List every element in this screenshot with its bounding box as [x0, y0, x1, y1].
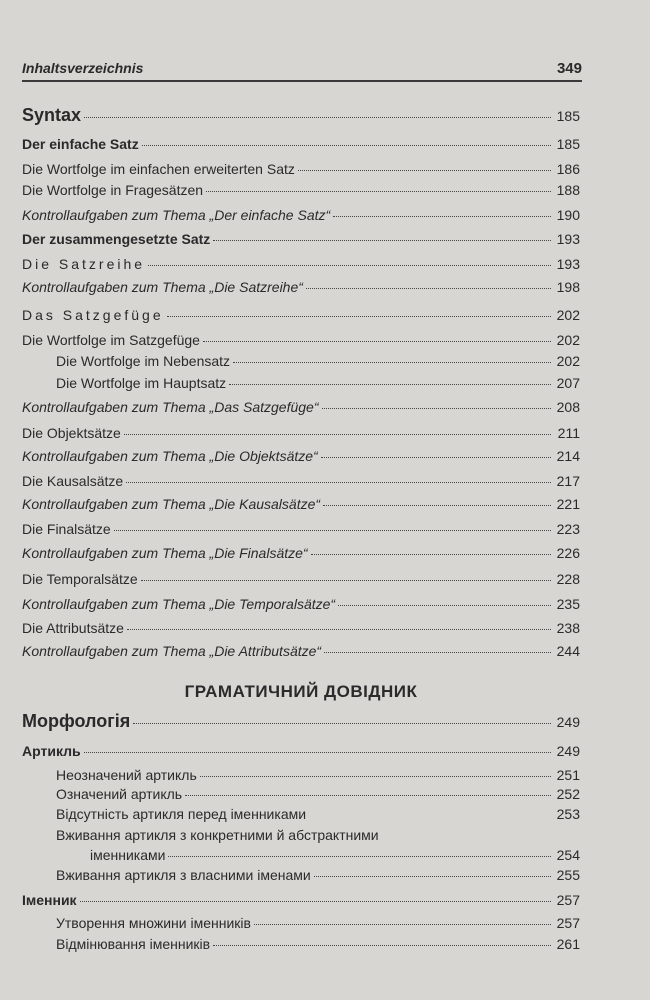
dot-leader — [298, 170, 551, 171]
dot-leader — [322, 408, 552, 409]
entry-page: 188 — [556, 182, 580, 198]
entry-title: Kontrollaufgaben zum Thema „Die Satzreihe“ — [22, 279, 303, 295]
entry-title: Die Wortfolge im Hauptsatz — [56, 375, 227, 391]
entry-page: 202 — [556, 307, 580, 323]
entry-page: 257 — [556, 915, 580, 931]
toc-entry — [22, 398, 580, 416]
entry-title: Kontrollaufgaben zum Thema „Die Finalsätze“ — [22, 545, 308, 561]
dot-leader — [311, 554, 551, 555]
dot-leader — [133, 723, 551, 724]
entry-page: 226 — [556, 545, 580, 561]
toc-entry — [56, 866, 580, 884]
entry-page: 214 — [556, 448, 580, 464]
dot-leader — [142, 145, 551, 146]
dot-leader — [321, 457, 551, 458]
dot-leader — [168, 856, 551, 857]
toc-entry-syntax — [22, 106, 580, 125]
dot-leader — [203, 341, 551, 342]
toc-entry-morphology — [22, 712, 580, 731]
toc-entry — [22, 447, 580, 465]
section-heading: ГРАМАТИЧНИЙ ДОВІДНИК — [184, 682, 418, 701]
entry-page: 255 — [556, 867, 580, 883]
entry-title: Die Wortfolge in Fragesätzen — [22, 182, 204, 198]
entry-title: Das Satzgefüge — [22, 307, 164, 323]
entry-page: 202 — [556, 332, 580, 348]
entry-title: Відмінювання іменників — [56, 936, 211, 952]
toc-entry — [90, 846, 580, 864]
entry-page: 252 — [556, 786, 580, 802]
entry-page: 254 — [556, 847, 580, 863]
toc-entry — [22, 230, 580, 248]
entry-title: Іменник — [22, 892, 77, 908]
dot-leader — [306, 288, 551, 289]
entry-title: Der zusammengesetzte Satz — [22, 231, 211, 247]
entry-title: Die Temporalsätze — [22, 571, 138, 587]
entry-page: 202 — [556, 353, 580, 369]
dot-leader — [124, 434, 551, 435]
entry-page: 235 — [556, 596, 580, 612]
toc-entry — [22, 742, 580, 760]
dot-leader — [213, 945, 551, 946]
dot-leader — [233, 362, 551, 363]
entry-title: Der einfache Satz — [22, 136, 139, 152]
toc-entry — [56, 766, 580, 784]
dot-leader — [185, 795, 551, 796]
dot-leader — [213, 240, 551, 241]
toc-entry — [56, 914, 580, 932]
entry-page: 251 — [556, 767, 580, 783]
entry-page: 217 — [556, 473, 580, 489]
toc-entry — [22, 278, 580, 296]
dot-leader — [80, 901, 551, 902]
dot-leader — [323, 505, 551, 506]
entry-page: 193 — [556, 256, 580, 272]
entry-title: Kontrollaufgaben zum Thema „Die Objektsätze“ — [22, 448, 318, 464]
dot-leader — [84, 117, 551, 118]
dot-leader — [206, 191, 551, 192]
entry-title: Kontrollaufgaben zum Thema „Das Satzgefüge“ — [22, 399, 319, 415]
entry-page: 207 — [556, 375, 580, 391]
entry-title: Артикль — [22, 743, 81, 759]
entry-title: Морфологія — [22, 711, 131, 731]
toc-entry — [22, 891, 580, 909]
header-page-number: 349 — [556, 60, 582, 77]
toc-entry — [22, 206, 580, 224]
toc-entry — [56, 935, 580, 953]
dot-leader — [126, 482, 551, 483]
toc-entry — [22, 619, 580, 637]
toc-entry — [22, 424, 580, 442]
entry-page: 257 — [556, 892, 580, 908]
dot-leader — [114, 530, 551, 531]
entry-title: Die Wortfolge im Satzgefüge — [22, 332, 200, 348]
entry-title: Die Wortfolge im einfachen erweiterten Satz — [22, 161, 295, 177]
entry-page: 244 — [556, 643, 580, 659]
entry-title: Вживання артикля з власними іменами — [56, 867, 311, 883]
toc-entry — [56, 374, 580, 392]
dot-leader — [314, 876, 551, 877]
entry-page: 193 — [556, 231, 580, 247]
entry-page: 261 — [556, 936, 580, 952]
toc-entry — [22, 160, 580, 178]
entry-page: 228 — [556, 571, 580, 587]
toc-entry — [56, 785, 580, 803]
toc-entry — [22, 472, 580, 490]
entry-title: Die Finalsätze — [22, 521, 111, 537]
dot-leader — [229, 384, 551, 385]
entry-title: Kontrollaufgaben zum Thema „Die Kausalsätze“ — [22, 496, 321, 512]
dot-leader — [338, 605, 551, 606]
toc-entry — [22, 135, 580, 153]
entry-title: іменниками — [90, 847, 166, 863]
entry-page: 208 — [556, 399, 580, 415]
entry-page: 253 — [556, 806, 580, 822]
toc-entry — [56, 805, 580, 823]
dot-leader — [127, 629, 551, 630]
dot-leader — [324, 652, 551, 653]
dot-leader — [200, 776, 551, 777]
header-rule — [22, 80, 582, 82]
entry-title: Kontrollaufgaben zum Thema „Der einfache Satz“ — [22, 207, 331, 223]
toc-entry — [22, 306, 580, 324]
toc-entry — [22, 181, 580, 199]
entry-title: Die Kausalsätze — [22, 473, 124, 489]
dot-leader — [141, 580, 551, 581]
toc-entry — [22, 520, 580, 538]
entry-page: 238 — [556, 620, 580, 636]
entry-page: 185 — [556, 136, 580, 152]
dot-leader — [333, 216, 551, 217]
entry-title: Die Satzreihe — [22, 256, 146, 272]
dot-leader — [254, 924, 551, 925]
entry-page: 221 — [556, 496, 580, 512]
dot-leader — [167, 316, 551, 317]
entry-page: 249 — [556, 714, 580, 730]
entry-page: 198 — [556, 279, 580, 295]
toc-entry-line: Вживання артикля з конкретними й абстрактними — [56, 827, 379, 843]
toc-entry — [22, 495, 580, 513]
entry-page: 211 — [557, 425, 580, 441]
entry-title: Syntax — [22, 105, 82, 125]
toc-entry — [22, 595, 580, 613]
entry-title: Die Attributsätze — [22, 620, 124, 636]
entry-page: 190 — [556, 207, 580, 223]
page-header — [22, 60, 582, 80]
toc-entry — [22, 642, 580, 660]
entry-title: Die Objektsätze — [22, 425, 121, 441]
dot-leader — [148, 265, 551, 266]
dot-leader — [309, 815, 551, 816]
entry-title: Відсутність артикля перед іменниками — [56, 806, 307, 822]
entry-title: Означений артикль — [56, 786, 183, 802]
toc-entry — [22, 570, 580, 588]
header-title: Inhaltsverzeichnis — [22, 60, 144, 76]
toc-entry — [22, 544, 580, 562]
entry-page: 223 — [556, 521, 580, 537]
entry-title: Утворення множини іменників — [56, 915, 251, 931]
entry-title: Kontrollaufgaben zum Thema „Die Attributsätze“ — [22, 643, 322, 659]
toc-entry — [22, 255, 580, 273]
entry-title: Die Wortfolge im Nebensatz — [56, 353, 231, 369]
entry-page: 186 — [556, 161, 580, 177]
entry-title: Неозначений артикль — [56, 767, 197, 783]
toc-entry — [22, 331, 580, 349]
entry-title: Kontrollaufgaben zum Thema „Die Temporalsätze“ — [22, 596, 336, 612]
entry-page: 249 — [556, 743, 580, 759]
toc-entry — [56, 352, 580, 370]
entry-page: 185 — [556, 108, 580, 124]
dot-leader — [84, 752, 551, 753]
